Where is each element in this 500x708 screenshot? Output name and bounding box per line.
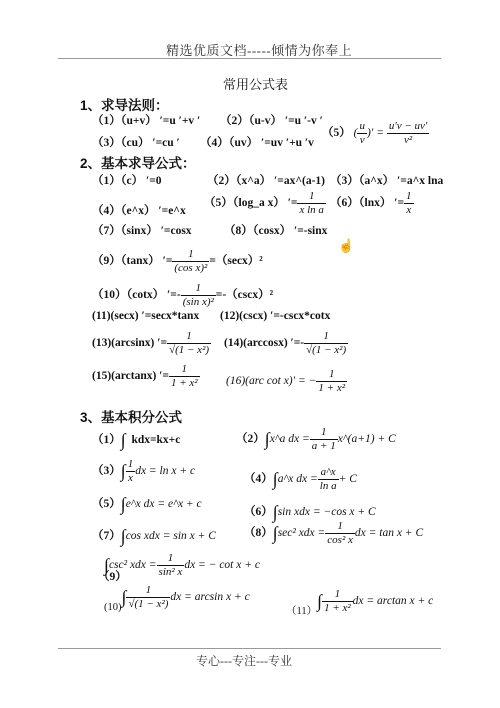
page-title: 常用公式表	[223, 77, 289, 92]
integral-1: （1）∫ kdx=kx+c	[92, 430, 181, 450]
section-basic-derivatives: 2、基本求导公式：	[80, 156, 196, 171]
deriv-5: （5）（log_a x） ′= $\frac{1}{\text{x ln a}}$	[204, 190, 324, 216]
deriv-7: （7）（sinx） ′=cosx	[92, 225, 192, 237]
section-derivative-rules: 1、求导法则：	[80, 98, 169, 113]
deriv-15: (15)(arctanx) ′= $\frac{1}{\text{1 + x²}}$	[92, 363, 198, 389]
integral-5: （5）∫e^x dx = e^x + c	[92, 494, 202, 514]
rule-quotient: （5） ( $\frac{u}{v}$ )′ = $\frac{u'v - uv'}{\text{v²}}$	[322, 120, 428, 146]
integral-8: （8）∫sec² xdx = $\frac{1}{\text{cos² x}}$ dx = tan x + C	[244, 520, 424, 546]
rule-quotient-label: （5）	[322, 127, 351, 140]
section-basic-integrals: 3、基本积分公式	[80, 410, 183, 425]
deriv-16: (16)(arc cot x)′ = − $\frac{1}{\text{1 + x²}}$	[226, 368, 346, 394]
deriv-3: （3）（a^x） ′=a^x lna	[330, 175, 444, 187]
deriv-1: （1）（c） ′=0	[92, 175, 162, 187]
integral-9-label: （9）	[98, 571, 127, 583]
integral-11: （11）∫ $\frac{1}{\text{1 + x²}}$ dx = arctan x + c	[286, 588, 434, 618]
deriv-6: （6）（lnx） ′= $\frac{1}{x}$	[330, 190, 412, 216]
deriv-12: (12)(cscx) ′=-cscx*cotx	[220, 310, 331, 322]
rule-sum: （1）（u+v） ′=u ′+v ′	[92, 115, 201, 127]
integral-6: （6）∫sin xdx = −cos x + C	[244, 502, 376, 522]
footer-rule	[58, 648, 441, 649]
page-header: 精选优质文档-----倾情为你奉上	[166, 43, 353, 58]
deriv-11: (11)(secx) ′=secx*tanx	[92, 310, 200, 322]
hand-cursor-icon: ☝	[338, 238, 355, 253]
rule-product: （4）（uv） ′=uv ′+u ′v	[200, 137, 314, 149]
integral-2: （2）∫x^a dx = $\frac{1}{a + 1}$ x^(a+1) + C	[236, 426, 396, 452]
deriv-8: （8）（cosx） ′=-sinx	[224, 225, 328, 237]
integral-3: （3）∫ $\frac{1}{x}$ dx = ln x + c	[92, 458, 196, 484]
quotient-rhs: $\frac{u'v - uv'}{\text{v²}}$	[388, 120, 428, 146]
integral-9: ∫csc² xdx = $\frac{1}{\text{sin² x}}$ dx = − cot x + c	[104, 552, 260, 578]
page-footer: 专心---专注---专业	[196, 654, 292, 668]
deriv-2: （2）（x^a） ′=ax^(a-1)	[207, 175, 326, 187]
quotient-lhs: $\frac{u}{v}$	[359, 120, 365, 146]
deriv-10: （10）（cotx） ′=- $\frac{1}{\text{(sin x)²}}$ =-（cscx）²	[92, 282, 274, 308]
integral-7: （7）∫cos xdx = sin x + C	[92, 526, 216, 546]
rule-constant: （3）（cu） ′=cu ′	[92, 137, 180, 149]
integral-10: (10)∫ $\frac{1}{\text{√(1 − x²)}}$ dx = arcsin x + c	[104, 584, 250, 614]
deriv-13: (13)(arcsinx) ′= $\frac{1}{\text{√(1 − x²)}}$	[92, 330, 210, 356]
deriv-4: （4）（e^x） ′=e^x	[92, 205, 186, 217]
rule-difference: （2）（u-v） ′=u ′-v ′	[220, 115, 323, 127]
header-rule	[58, 58, 441, 59]
integral-4: （4）∫a^x dx = $\frac{a\^{}x}{\text{ln a}}$ + C	[244, 466, 357, 492]
deriv-14: (14)(arccosx) ′=- $\frac{1}{\text{√(1 − x²)}}$	[224, 330, 347, 356]
deriv-9: （9）（tanx） ′= $\frac{1}{\text{(cos x)²}}$ =（secx）²	[92, 248, 263, 274]
